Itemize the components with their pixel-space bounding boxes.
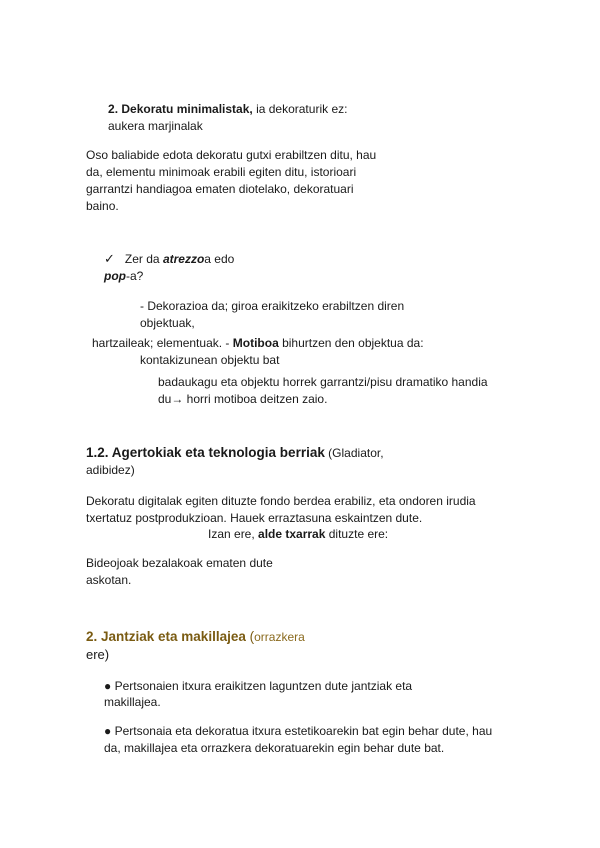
paragraph-line: [208, 526, 388, 543]
answer-line: objektuak,: [140, 316, 195, 330]
answer-text: bihurtzen den objektua da:: [278, 336, 424, 350]
paragraph-line: Dekoratu digitalak egiten dituzte fondo berdea erabiliz, eta ondoren irudia: [86, 494, 476, 508]
question-text-end: -a?: [126, 269, 144, 283]
paragraph-line: Oso baliabide edota dekoratu gutxi erabiltzen ditu, hau: [86, 148, 377, 162]
paragraph-line: Bideojoak bezalakoak ematen dute: [86, 556, 273, 570]
answer-line: - Dekorazioa da; giroa eraikitzeko erabiltzen diren: [140, 299, 405, 313]
list-item: ● Pertsonaien itxura eraikitzen laguntzen dute jantziak eta: [104, 679, 413, 693]
section-title: 2. Jantziak eta makillajea: [86, 629, 246, 644]
section-title: 1.2. Agertokiak eta teknologia berriak: [86, 445, 325, 460]
section-heading-jantziak: [86, 628, 305, 646]
paragraph-line: da, elementu minimoak erabili egiten ditu, istorioari: [86, 165, 357, 179]
section-heading-line2: ere): [86, 647, 110, 662]
paragraph-line: askotan.: [86, 573, 132, 587]
paragraph-text: Izan ere,: [208, 527, 259, 541]
question-line2: [104, 268, 143, 285]
list-item-cont: da, makillajea eta orrazkera dekoratuarekin egin behar dute bat.: [104, 741, 445, 755]
section-paren: (: [245, 629, 255, 644]
section-heading-agertokiak: [86, 444, 384, 462]
list-item-cont: makillajea.: [104, 695, 161, 709]
list-item: ● Pertsonaia eta dekoratua itxura estetikoarekin bat egin behar dute, hau: [104, 724, 493, 738]
section-number: 2: [108, 102, 115, 116]
section-title-rest: ia dekoraturik ez:: [252, 102, 348, 116]
section-heading-line2: adibidez): [86, 463, 135, 477]
answer-line: [92, 335, 424, 352]
answer-line: kontakizunean objektu bat: [140, 353, 280, 367]
section-heading-minimal: [108, 101, 347, 118]
question-term-atrezzo: atrezzo: [162, 252, 205, 266]
section-title: . Dekoratu minimalistak,: [114, 102, 253, 116]
paragraph-line: baino.: [86, 199, 119, 213]
answer-term-motiboa: Motiboa: [232, 336, 279, 350]
question-term-pop: pop: [104, 269, 126, 283]
answer-text: hartzaileak; elementuak. -: [92, 336, 233, 350]
paragraph-term-alde-txarrak: alde txarrak: [258, 527, 326, 541]
section-heading-line2: aukera marjinalak: [108, 119, 203, 133]
question-line: [104, 251, 234, 268]
section-title-light: orrazkera: [254, 630, 305, 644]
paragraph-text: dituzte ere:: [325, 527, 389, 541]
section-title-rest: (Gladiator,: [324, 446, 384, 460]
answer-line: badaukagu eta objektu horrek garrantzi/pisu dramatiko handia: [158, 375, 488, 389]
check-icon: ✓: [104, 252, 115, 267]
paragraph-line: garrantzi handiagoa ematen diotelako, dekoratuari: [86, 182, 354, 196]
question-text: Zer da: [124, 252, 163, 266]
question-text-suffix: a edo: [204, 252, 235, 266]
paragraph-line: txertatuz postprodukzioan. Hauek erraztasuna eskaintzen dute.: [86, 511, 423, 525]
answer-line: du→ horri motiboa deitzen zaio.: [158, 392, 328, 406]
